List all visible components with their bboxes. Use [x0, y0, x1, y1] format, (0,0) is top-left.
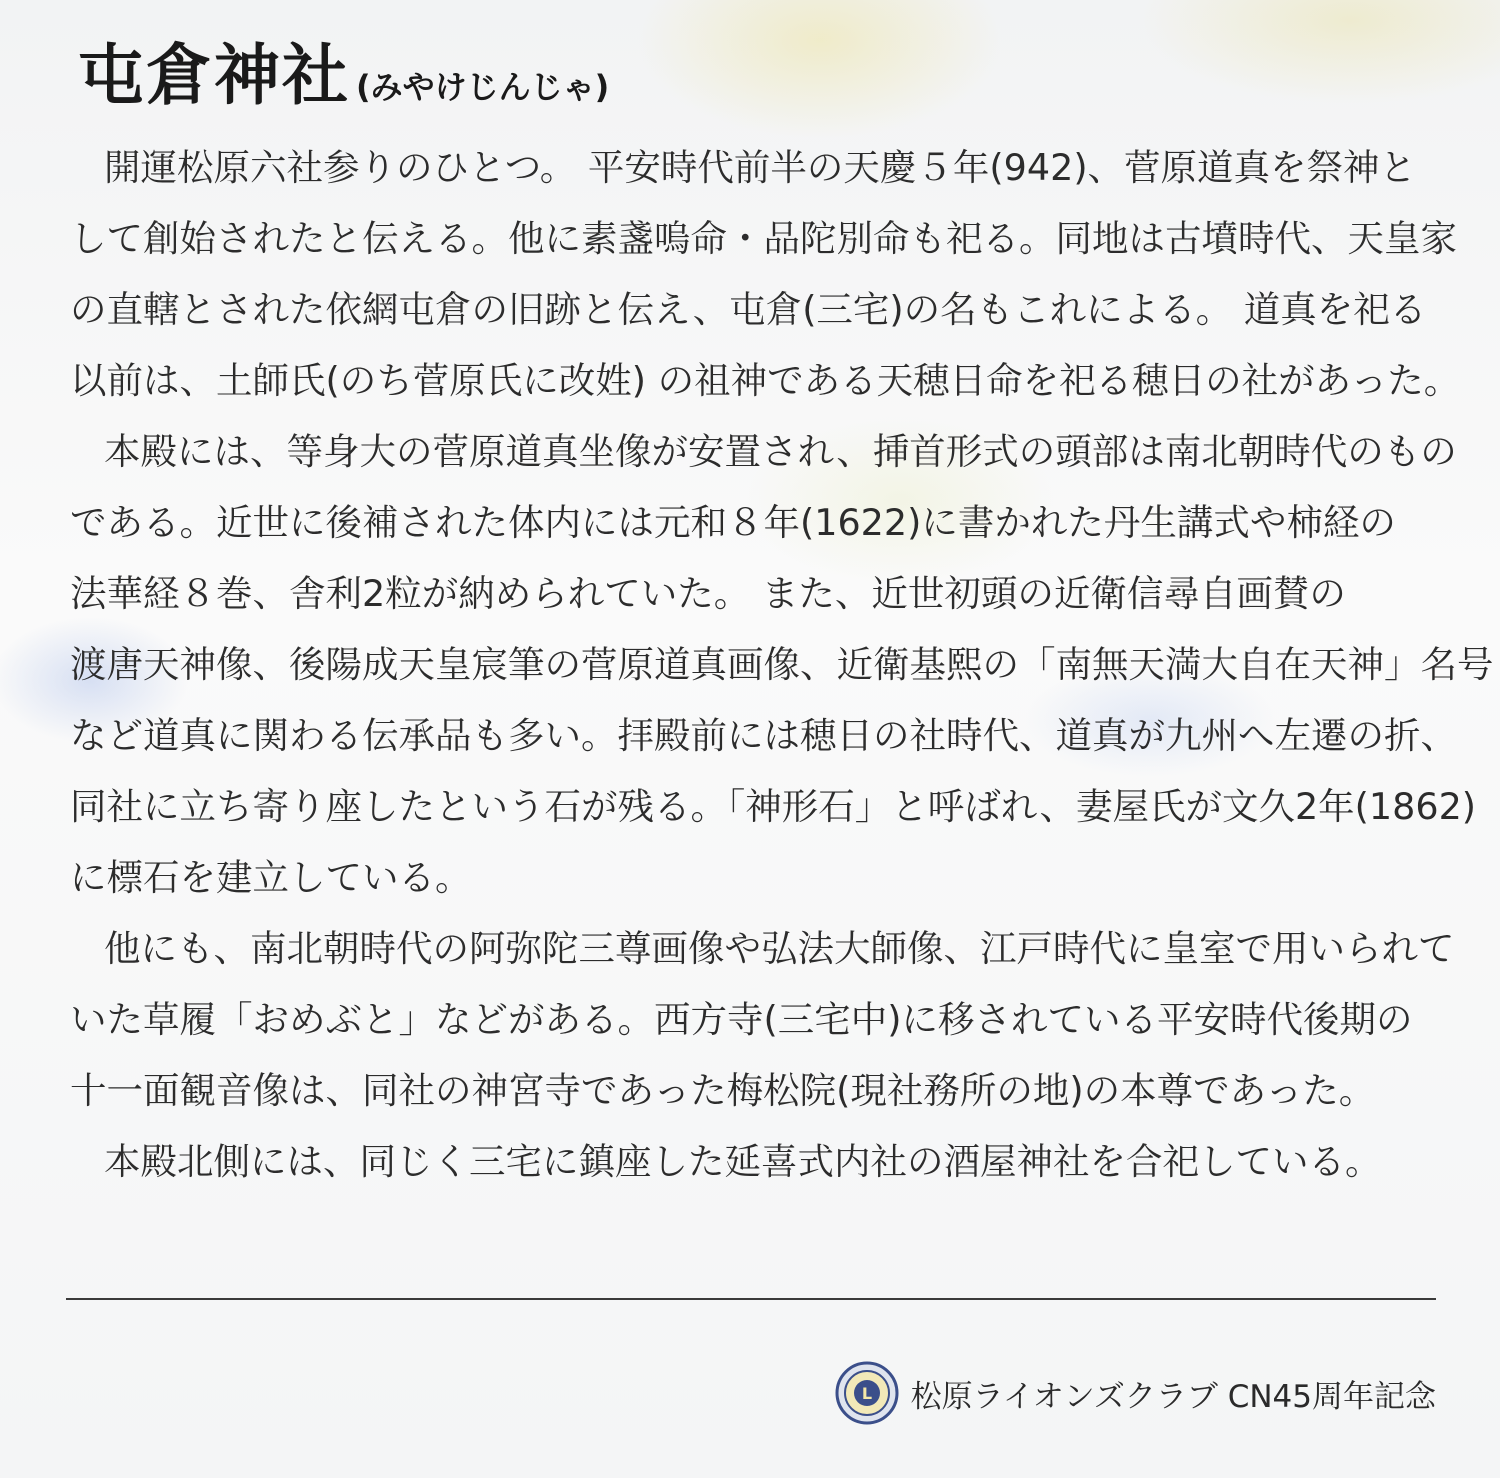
text-line: の直轄とされた依網屯倉の旧跡と伝え、屯倉(三宅)の名もこれによる。 道真を祀る: [70, 288, 1427, 331]
text-line: 本殿北側には、同じく三宅に鎮座した延喜式内社の酒屋神社を合祀している。: [104, 1140, 1382, 1183]
text-line: 同社に立ち寄り座したという石が残る。「神形石」と呼ばれ、妻屋氏が文久2年(1862): [70, 785, 1477, 828]
text-line: など道真に関わる伝承品も多い。拝殿前には穂日の社時代、道真が九州へ左遷の折、: [70, 714, 1457, 757]
text-line: いた草履「おめぶと」などがある。西方寺(三宅中)に移されている平安時代後期の: [70, 998, 1413, 1041]
text-line: 渡唐天神像、後陽成天皇宸筆の菅原道真画像、近衛基熙の「南無天満大自在天神」名号: [70, 643, 1494, 686]
text-line: である。近世に後補された体内には元和８年(1622)に書かれた丹生講式や柿経の: [70, 501, 1396, 544]
footer-credit: 松原ライオンズクラブ CN45周年記念: [910, 1378, 1436, 1415]
title-row: [78, 22, 610, 114]
page-title: 屯倉神社: [78, 37, 350, 114]
footer: [835, 1358, 1436, 1428]
text-line: 法華経８巻、舎利2粒が納められていた。 また、近世初頭の近衛信尋自画賛の: [70, 572, 1346, 615]
text-line: に標石を建立している。: [70, 856, 472, 899]
body-text: [70, 132, 1494, 1197]
svg-text:L: L: [861, 1384, 872, 1403]
title-reading: (みやけじんじゃ): [356, 68, 610, 106]
text-line: 他にも、南北朝時代の阿弥陀三尊画像や弘法大師像、江戸時代に皇室で用いられて: [104, 927, 1455, 970]
divider: [66, 1298, 1436, 1300]
lions-club-emblem-icon: [835, 1361, 899, 1425]
text-line: 開運松原六社参りのひとつ。 平安時代前半の天慶５年(942)、菅原道真を祭神と: [104, 146, 1417, 189]
text-line: 十一面観音像は、同社の神宮寺であった梅松院(現社務所の地)の本尊であった。: [70, 1069, 1376, 1112]
text-line: 以前は、土師氏(のち菅原氏に改姓) の祖神である天穂日命を祀る穂日の社があった。: [70, 359, 1461, 402]
text-line: して創始されたと伝える。他に素盞嗚命・品陀別命も祀る。同地は古墳時代、天皇家: [70, 217, 1457, 260]
text-line: 本殿には、等身大の菅原道真坐像が安置され、挿首形式の頭部は南北朝時代のもの: [104, 430, 1457, 473]
